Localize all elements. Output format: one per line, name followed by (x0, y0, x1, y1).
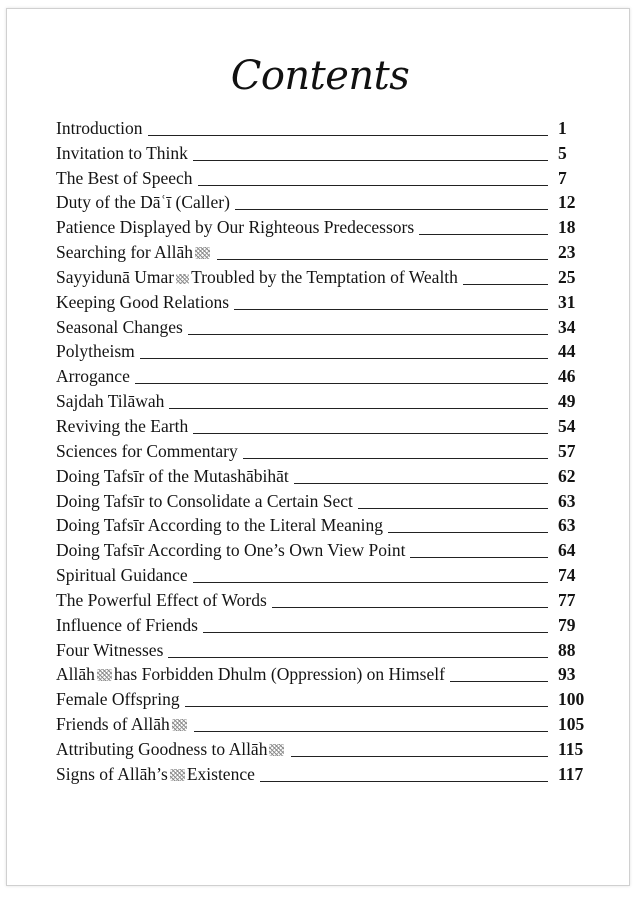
toc-entry-label (56, 764, 255, 785)
toc-entry[interactable] (56, 760, 586, 785)
toc-entry-label: Arrogance (56, 366, 130, 387)
toc-entry[interactable] (56, 263, 586, 288)
dot-leader (260, 780, 548, 782)
toc-page-number: 63 (558, 515, 576, 536)
toc-entry[interactable] (56, 487, 586, 512)
toc-entry-label: Reviving the Earth (56, 415, 189, 436)
toc-page-number: 117 (558, 763, 584, 784)
toc-page-number: 62 (558, 465, 576, 486)
toc-entry[interactable] (56, 412, 586, 437)
toc-page-number: 44 (558, 341, 576, 362)
toc-page-number: 105 (558, 714, 585, 735)
toc-entry-label: Patience Displayed by Our Righteous Predecessors (56, 217, 415, 238)
dot-leader (463, 283, 548, 285)
toc-entry[interactable] (56, 139, 586, 164)
toc-entry[interactable] (56, 512, 586, 537)
toc-page-number: 34 (558, 316, 576, 337)
toc-entry-label: Influence of Friends (56, 614, 198, 635)
honorific-calligraphy-icon (195, 247, 210, 259)
dot-leader (217, 258, 548, 260)
toc-entry-label (56, 714, 189, 735)
toc-entry-label: Invitation to Think (56, 142, 188, 163)
dot-leader (358, 507, 548, 509)
toc-page-number: 57 (558, 440, 576, 461)
toc-entry[interactable] (56, 611, 586, 636)
toc-entry-label: Seasonal Changes (56, 316, 183, 337)
toc-entry-label: Spiritual Guidance (56, 565, 188, 586)
toc-entry-label-text: Sayyidunā Umar (56, 266, 175, 287)
honorific-calligraphy-icon (170, 769, 185, 781)
toc-entry[interactable] (56, 362, 586, 387)
toc-entry-label: Sajdah Tilāwah (56, 391, 165, 412)
toc-page-number: 12 (558, 192, 576, 213)
toc-entry-label: Four Witnesses (56, 639, 164, 660)
toc-entry-label-text: Attributing Goodness to Allāh (56, 738, 268, 759)
toc-page-number: 79 (558, 614, 576, 635)
dot-leader (140, 357, 548, 359)
toc-entry-label: Keeping Good Relations (56, 291, 230, 312)
dot-leader (450, 680, 548, 682)
dot-leader (148, 134, 548, 136)
table-of-contents (56, 114, 586, 785)
dot-leader (188, 333, 548, 335)
toc-entry[interactable] (56, 189, 586, 214)
toc-entry-label-text: Troubled by the Temptation of Wealth (191, 266, 458, 287)
dot-leader (135, 382, 548, 384)
toc-page-number: 49 (558, 391, 576, 412)
toc-page-number: 115 (558, 738, 584, 759)
toc-entry[interactable] (56, 710, 586, 735)
toc-entry-label: Doing Tafsīr to Consolidate a Certain Sect (56, 490, 353, 511)
toc-page-number: 5 (558, 142, 567, 163)
toc-page-number: 74 (558, 565, 576, 586)
toc-page-number: 93 (558, 664, 576, 685)
toc-entry-label: The Powerful Effect of Words (56, 589, 267, 610)
toc-entry-label: Doing Tafsīr of the Mutashābihāt (56, 465, 289, 486)
toc-page-number: 31 (558, 291, 576, 312)
dot-leader (291, 755, 548, 757)
toc-entry[interactable] (56, 661, 586, 686)
dot-leader (168, 656, 548, 658)
dot-leader (388, 531, 548, 533)
toc-entry[interactable] (56, 636, 586, 661)
toc-page-number: 25 (558, 266, 576, 287)
honorific-calligraphy-icon (97, 669, 112, 681)
toc-entry[interactable] (56, 288, 586, 313)
toc-entry[interactable] (56, 561, 586, 586)
honorific-calligraphy-icon (176, 274, 189, 284)
toc-entry-label (56, 664, 445, 685)
toc-page-number: 88 (558, 639, 576, 660)
toc-entry[interactable] (56, 164, 586, 189)
toc-page-number: 54 (558, 415, 576, 436)
toc-page-number: 100 (558, 689, 585, 710)
dot-leader (294, 482, 548, 484)
toc-entry-label (56, 267, 458, 288)
dot-leader (235, 208, 548, 210)
toc-entry-label-text: Signs of Allāh’s (56, 763, 168, 784)
toc-entry-label: Duty of the Dāʿī (Caller) (56, 192, 230, 213)
toc-entry-label-text: Friends of Allāh (56, 714, 170, 735)
toc-entry-label: Sciences for Commentary (56, 440, 238, 461)
dot-leader (194, 730, 548, 732)
honorific-calligraphy-icon (269, 744, 284, 756)
toc-entry-label: Polytheism (56, 341, 135, 362)
toc-entry[interactable] (56, 437, 586, 462)
toc-entry[interactable] (56, 338, 586, 363)
toc-entry[interactable] (56, 536, 586, 561)
dot-leader (272, 606, 548, 608)
toc-entry-label (56, 739, 286, 760)
toc-entry-label-text: Existence (186, 763, 255, 784)
toc-entry-label: The Best of Speech (56, 167, 193, 188)
toc-page-number: 46 (558, 366, 576, 387)
toc-page-number: 1 (558, 117, 567, 138)
dot-leader (185, 705, 548, 707)
toc-page-number: 18 (558, 217, 576, 238)
dot-leader (419, 233, 548, 235)
toc-entry-label: Doing Tafsīr According to the Literal Meaning (56, 515, 383, 536)
dot-leader (193, 159, 548, 161)
dot-leader (410, 556, 548, 558)
honorific-calligraphy-icon (172, 719, 187, 731)
toc-entry[interactable] (56, 313, 586, 338)
toc-page-number: 64 (558, 540, 576, 561)
toc-entry-label-text: Searching for Allāh (56, 242, 194, 263)
toc-entry-label (56, 242, 212, 263)
toc-page-number: 63 (558, 490, 576, 511)
toc-entry-label: Doing Tafsīr According to One’s Own View Point (56, 540, 406, 561)
dot-leader (234, 308, 548, 310)
toc-entry-label: Female Offspring (56, 689, 180, 710)
toc-entry[interactable] (56, 462, 586, 487)
dot-leader (198, 184, 548, 186)
toc-entry[interactable] (56, 213, 586, 238)
toc-entry[interactable] (56, 586, 586, 611)
toc-entry-label-text: has Forbidden Dhulm (Oppression) on Himself (113, 664, 445, 685)
toc-entry[interactable] (56, 685, 586, 710)
toc-page-number: 23 (558, 242, 576, 263)
toc-entry-label: Introduction (56, 117, 143, 138)
toc-page-number: 7 (558, 167, 567, 188)
page-title: Contents (230, 53, 410, 99)
toc-entry[interactable] (56, 238, 586, 263)
dot-leader (193, 581, 548, 583)
dot-leader (243, 457, 548, 459)
toc-entry[interactable] (56, 735, 586, 760)
toc-entry-label-text: Allāh (56, 664, 95, 685)
toc-page-number: 77 (558, 589, 576, 610)
dot-leader (193, 432, 548, 434)
dot-leader (169, 407, 548, 409)
dot-leader (203, 631, 548, 633)
toc-entry[interactable] (56, 387, 586, 412)
toc-entry[interactable] (56, 114, 586, 139)
